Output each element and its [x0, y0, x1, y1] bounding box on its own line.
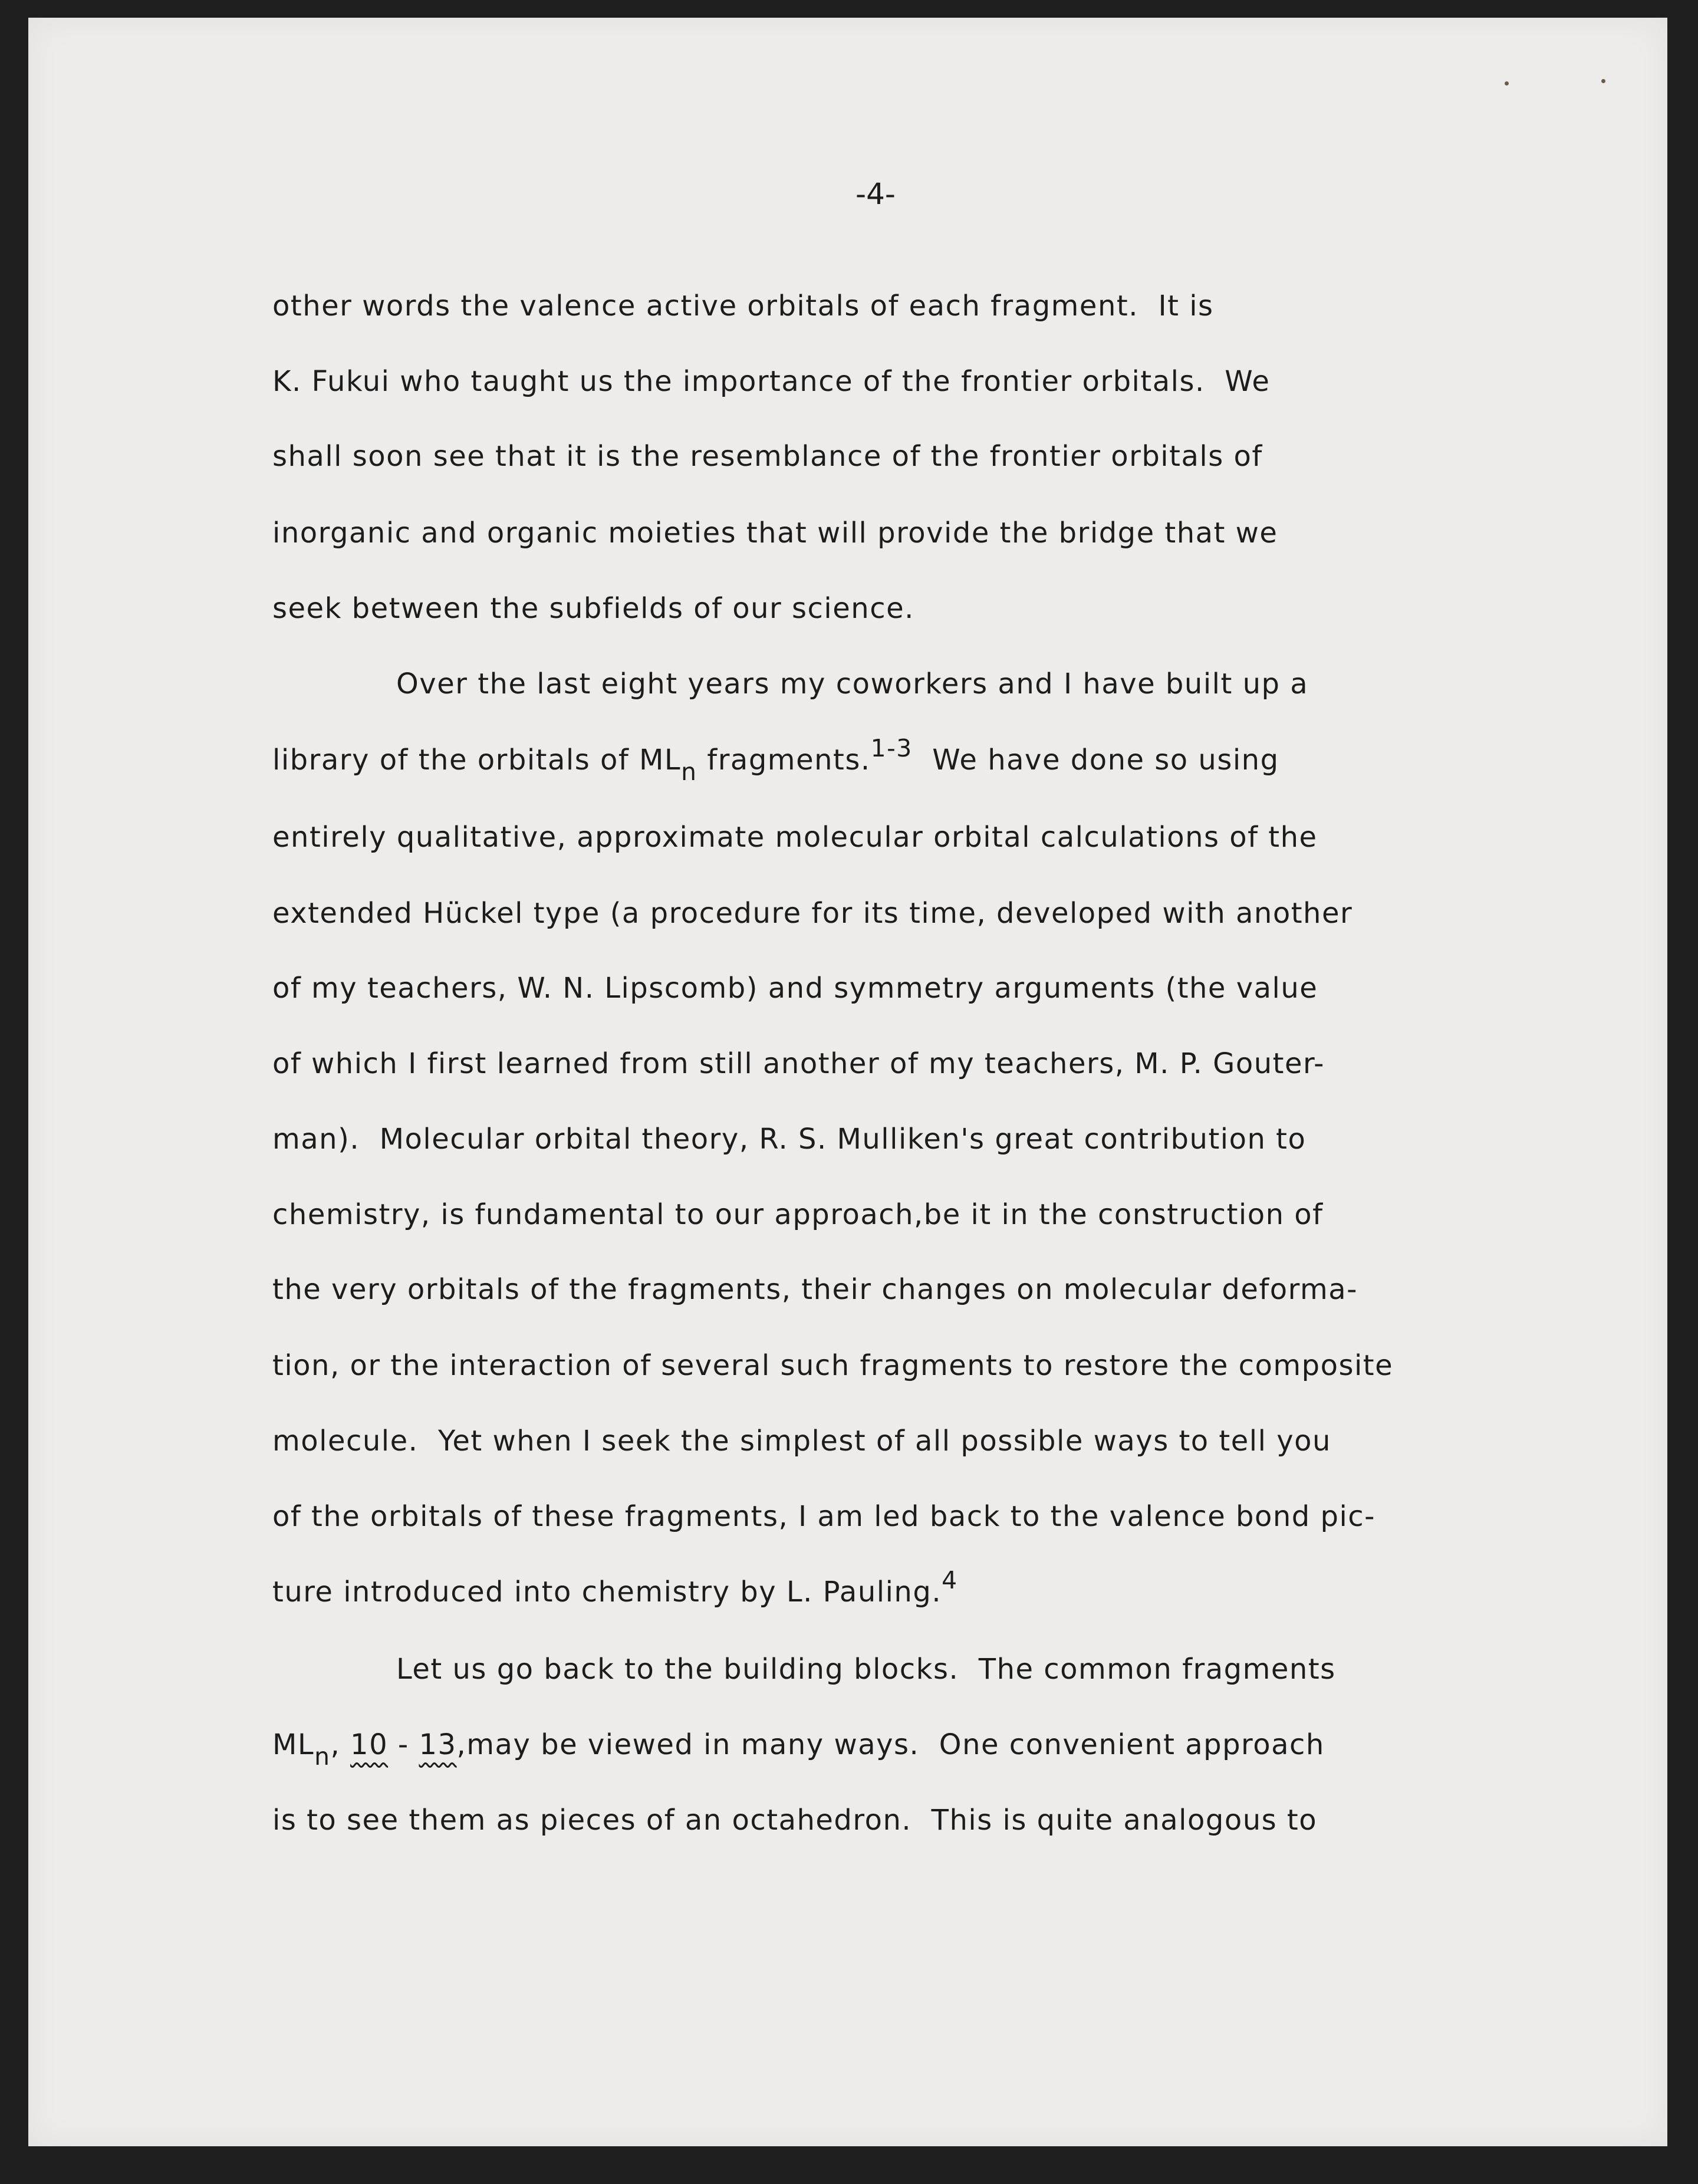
- text-line: K. Fukui who taught us the importance of the frontier orbitals. We: [272, 365, 1271, 398]
- text-segment: library of the orbitals of ML: [272, 744, 682, 777]
- text-line: seek between the subfields of our science.: [272, 592, 914, 625]
- text-segment: -: [388, 1728, 419, 1761]
- text-segment: ML: [272, 1728, 315, 1761]
- text-line: extended Hückel type (a procedure for its time, developed with another: [272, 897, 1353, 930]
- text-segment: We have done so using: [912, 744, 1279, 777]
- text-line: the very orbitals of the fragments, their changes on molecular deforma-: [272, 1273, 1358, 1306]
- text-segment: ,: [330, 1728, 351, 1761]
- footnote-ref: 1-3: [870, 734, 913, 762]
- text-line: Let us go back to the building blocks. The common fragments: [396, 1653, 1336, 1686]
- text-line: Over the last eight years my coworkers and I have built up a: [396, 667, 1309, 700]
- text-line: is to see them as pieces of an octahedron. This is quite analogous to: [272, 1804, 1318, 1837]
- structure-ref: 10: [350, 1728, 389, 1761]
- subscript: n: [681, 758, 697, 787]
- text-line: [272, 1565, 958, 1609]
- text-line: of which I first learned from still another of my teachers, M. P. Gouter-: [272, 1047, 1325, 1080]
- text-line: molecule. Yet when I seek the simplest of all possible ways to tell you: [272, 1425, 1331, 1458]
- text-line: inorganic and organic moieties that will provide the bridge that we: [272, 517, 1278, 550]
- footnote-ref: 4: [942, 1565, 958, 1594]
- text-line: chemistry, is fundamental to our approach,be it in the construction of: [272, 1198, 1324, 1231]
- text-line: of my teachers, W. N. Lipscomb) and symmetry arguments (the value: [272, 972, 1318, 1005]
- subscript: n: [314, 1742, 331, 1771]
- text-segment: ture introduced into chemistry by L. Pauling.: [272, 1575, 942, 1609]
- text-segment: fragments.: [697, 744, 871, 777]
- text-line: [272, 734, 1279, 787]
- text-segment: ,may be viewed in many ways. One convenient approach: [456, 1728, 1325, 1761]
- structure-ref: 13: [419, 1728, 457, 1761]
- text-line: entirely qualitative, approximate molecular orbital calculations of the: [272, 821, 1318, 854]
- text-line: of the orbitals of these fragments, I am led back to the valence bond pic-: [272, 1500, 1375, 1533]
- speck-mark: [1505, 81, 1509, 85]
- text-line: tion, or the interaction of several such fragments to restore the composite: [272, 1349, 1394, 1382]
- text-line: shall soon see that it is the resemblance of the frontier orbitals of: [272, 440, 1263, 473]
- speck-mark: [1601, 79, 1605, 83]
- text-line: other words the valence active orbitals of each fragment. It is: [272, 290, 1214, 323]
- text-line: [272, 1728, 1325, 1771]
- page-number: -4-: [855, 177, 896, 211]
- text-line: man). Molecular orbital theory, R. S. Mulliken's great contribution to: [272, 1123, 1307, 1156]
